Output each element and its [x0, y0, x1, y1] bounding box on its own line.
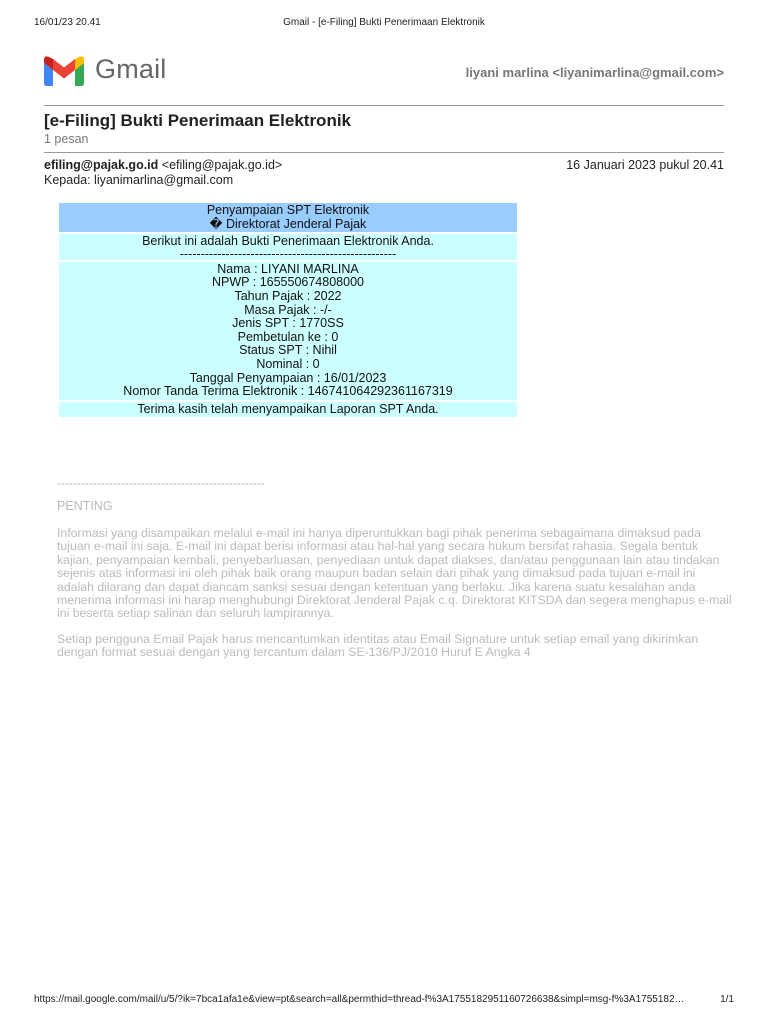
- receipt-field-jenis-spt: Jenis SPT : 1770SS: [232, 316, 344, 331]
- receipt-intro-cell: [59, 234, 517, 260]
- print-header: [34, 17, 734, 31]
- receipt-field-tanggal: Tanggal Penyampaian : 16/01/2023: [189, 370, 387, 385]
- print-url: https://mail.google.com/mail/u/5/?ik=7bca1afa1e&view=pt&search=all&permthid=thread-f%3A1755182951160726638&simpl=msg-f%3A1755182…: [34, 994, 685, 1005]
- subject-divider: [44, 152, 724, 153]
- notice-separator: ----------------------------------------------------: [57, 476, 265, 490]
- page-number: 1/1: [720, 994, 734, 1005]
- gmail-wordmark: Gmail: [95, 54, 167, 84]
- receipt-field-status-spt: Status SPT : Nihil: [239, 343, 337, 358]
- message-date: 16 Januari 2023 pukul 20.41: [566, 158, 724, 172]
- receipt-field-nominal: Nominal : 0: [256, 356, 320, 371]
- gmail-header: [44, 54, 724, 88]
- receipt-details: [59, 262, 517, 400]
- sender-email: <efiling@pajak.go.id>: [161, 158, 283, 172]
- receipt-field-nomor-tanda-terima: Nomor Tanda Terima Elektronik : 146741064292361167319: [123, 384, 453, 399]
- notice-heading: PENTING: [57, 499, 113, 513]
- notice-paragraph-confidentiality: Informasi yang disampaikan melalui e-mail ini hanya diperuntukkan bagi pihak penerima sebagaimana dimaksud pada tujuan e-mail ini saja. E-mail ini dapat berisi informasi atau hal-hal yang secara hukum bersifat rahasia. Segala bentuk kajian, penyampaian kembali, penyebarluasan, penyediaan untuk dapat diakses, dan/atau penggunaan lain atau tindakan sejenis atas informasi ini oleh pihak baik orang maupun badan selain dari pihak yang dimaksud pada tujuan e-mail ini adalah dilarang dan dapat diancam sanksi sesuai dengan ketentuan yang berlaku. Jika karena suatu kesalahan anda menerima informasi ini harap menghubungi Direktorat Jenderal Pajak c.q. Direktorat KITSDA dan segera menghapus e-mail ini beserta setiap salinan dan seluruh lampirannya.: [57, 526, 732, 621]
- receipt-intro: Berikut ini adalah Bukti Penerimaan Elektronik Anda.: [142, 234, 434, 249]
- message-from-row: [44, 158, 724, 172]
- notice-paragraph-signature: Setiap pengguna Email Pajak harus mencantumkan identitas atau Email Signature untuk setiap email yang dikirimkan dengan format sesuai dengan yang tercantum dalam SE-136/PJ/2010 Huruf E Angka 4: [57, 632, 699, 660]
- print-title: Gmail - [e-Filing] Bukti Penerimaan Elektronik: [283, 17, 485, 28]
- account-label: liyani marlina <liyanimarlina@gmail.com>: [465, 65, 724, 80]
- receipt-table: [57, 201, 519, 419]
- gmail-m-logo-icon: [44, 56, 84, 86]
- message-count: 1 pesan: [44, 132, 89, 146]
- header-divider: [44, 105, 724, 106]
- receipt-header: [59, 203, 517, 232]
- message-recipient: Kepada: liyanimarlina@gmail.com: [44, 173, 234, 187]
- thread-subject: [e-Filing] Bukti Penerimaan Elektronik: [44, 111, 352, 130]
- receipt-field-pembetulan: Pembetulan ke : 0: [237, 329, 339, 344]
- print-datetime: 16/01/23 20.41: [34, 17, 101, 28]
- receipt-field-nama: Nama : LIYANI MARLINA: [217, 261, 359, 276]
- receipt-field-masa-pajak: Masa Pajak : -/-: [244, 302, 332, 317]
- receipt-header-line2: � Direktorat Jenderal Pajak: [209, 216, 367, 231]
- receipt-separator: ----------------------------------------------------: [179, 246, 397, 261]
- print-footer: [34, 994, 734, 1008]
- receipt-field-npwp: NPWP : 165550674808000: [212, 275, 364, 290]
- receipt-header-line1: Penyampaian SPT Elektronik: [206, 203, 370, 217]
- sender: [44, 158, 282, 172]
- receipt-closing: Terima kasih telah menyampaikan Laporan SPT Anda.: [59, 402, 517, 418]
- sender-name: efiling@pajak.go.id: [44, 158, 159, 172]
- receipt-field-tahun-pajak: Tahun Pajak : 2022: [234, 288, 342, 303]
